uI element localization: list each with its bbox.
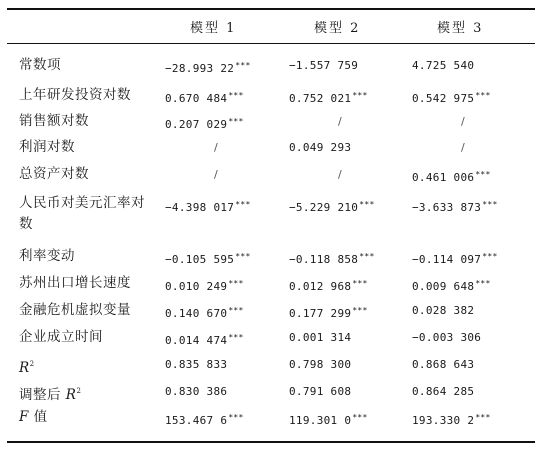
row-label: 利润对数	[19, 139, 75, 155]
model-3-value: −0.114 097***	[412, 252, 498, 266]
table-row	[0, 113, 542, 133]
table-row	[0, 329, 542, 349]
significance-stars: ***	[352, 279, 368, 288]
table-header-rule	[7, 43, 535, 44]
table-row	[0, 166, 542, 186]
model-2-value: 0.001 314	[289, 331, 352, 344]
model-2-value: −0.118 858***	[289, 252, 375, 266]
row-label: 企业成立时间	[19, 329, 103, 345]
significance-stars: ***	[475, 170, 491, 179]
significance-stars: ***	[228, 413, 244, 422]
model-2-value: 0.791 608	[289, 385, 352, 398]
model-1-value: 0.010 249***	[165, 279, 244, 293]
table-row	[0, 195, 542, 232]
table-row	[0, 248, 542, 268]
model-2-value: 0.752 021***	[289, 91, 368, 105]
table-top-rule	[7, 8, 535, 10]
model-3-value: 4.725 540	[412, 59, 475, 72]
significance-stars: ***	[235, 252, 251, 261]
model-1-value: 0.207 029***	[165, 117, 244, 131]
model-1-value: −4.398 017***	[165, 200, 251, 214]
model-1-value: −0.105 595***	[165, 252, 251, 266]
significance-stars: ***	[228, 333, 244, 342]
model-3-value: 0.028 382	[412, 304, 475, 317]
table-row	[0, 275, 542, 295]
significance-stars: ***	[482, 252, 498, 261]
row-label: 利率变动	[19, 248, 75, 264]
model-3-value: −3.633 873***	[412, 200, 498, 214]
model-1-value: 0.670 484***	[165, 91, 244, 105]
significance-stars: ***	[359, 252, 375, 261]
row-label: 总资产对数	[19, 166, 89, 182]
model-3-value: 0.542 975***	[412, 91, 491, 105]
significance-stars: ***	[352, 413, 368, 422]
model-3-value: 0.009 648***	[412, 279, 491, 293]
significance-stars: ***	[475, 413, 491, 422]
model-2-value: /	[338, 115, 343, 128]
model-2-value: 0.177 299***	[289, 306, 368, 320]
significance-stars: ***	[228, 117, 244, 126]
significance-stars: ***	[475, 279, 491, 288]
model-1-value: 0.835 833	[165, 358, 228, 371]
column-header-model-1: 模型 1	[190, 21, 237, 36]
significance-stars: ***	[475, 91, 491, 100]
significance-stars: ***	[235, 200, 251, 209]
significance-stars: ***	[235, 61, 251, 70]
row-label: 上年研发投资对数	[19, 87, 131, 103]
table-bottom-rule	[7, 441, 535, 443]
row-label: 金融危机虚拟变量	[19, 302, 131, 318]
model-2-value: 0.798 300	[289, 358, 352, 371]
significance-stars: ***	[359, 200, 375, 209]
model-3-value: 0.868 643	[412, 358, 475, 371]
table-row	[0, 383, 542, 403]
table-row	[0, 139, 542, 159]
model-1-value: /	[214, 141, 219, 154]
row-label: 常数项	[19, 57, 61, 73]
significance-stars: ***	[228, 279, 244, 288]
table-row	[0, 87, 542, 107]
row-label: $R^2$	[19, 360, 35, 376]
model-3-value: 193.330 2***	[412, 413, 491, 427]
table-row	[0, 302, 542, 322]
model-2-value: 0.049 293	[289, 141, 352, 154]
significance-stars: ***	[352, 306, 368, 315]
model-1-value: 0.140 670***	[165, 306, 244, 320]
row-label: 调整后 $R^2$	[19, 387, 82, 403]
model-3-value: /	[461, 115, 466, 128]
model-2-value: 119.301 0***	[289, 413, 368, 427]
model-1-value: 153.467 6***	[165, 413, 244, 427]
table-row	[0, 356, 542, 376]
model-3-value: 0.864 285	[412, 385, 475, 398]
row-label: 人民币对美元汇率对数	[19, 195, 145, 232]
significance-stars: ***	[352, 91, 368, 100]
model-1-value: /	[214, 168, 219, 181]
significance-stars: ***	[228, 306, 244, 315]
significance-stars: ***	[482, 200, 498, 209]
column-header-model-3: 模型 3	[437, 21, 484, 36]
significance-stars: ***	[228, 91, 244, 100]
model-3-value: −0.003 306	[412, 331, 482, 344]
model-2-value: −1.557 759	[289, 59, 359, 72]
model-2-value: −5.229 210***	[289, 200, 375, 214]
table-row	[0, 409, 542, 429]
model-1-value: 0.014 474***	[165, 333, 244, 347]
row-label: 苏州出口增长速度	[19, 275, 131, 291]
model-2-value: 0.012 968***	[289, 279, 368, 293]
model-3-value: /	[461, 141, 466, 154]
model-1-value: −28.993 22***	[165, 61, 251, 75]
row-label: F 值	[19, 409, 48, 425]
model-1-value: 0.830 386	[165, 385, 228, 398]
row-label: 销售额对数	[19, 113, 89, 129]
table-row	[0, 57, 542, 77]
column-header-model-2: 模型 2	[314, 21, 361, 36]
model-2-value: /	[338, 168, 343, 181]
model-3-value: 0.461 006***	[412, 170, 491, 184]
